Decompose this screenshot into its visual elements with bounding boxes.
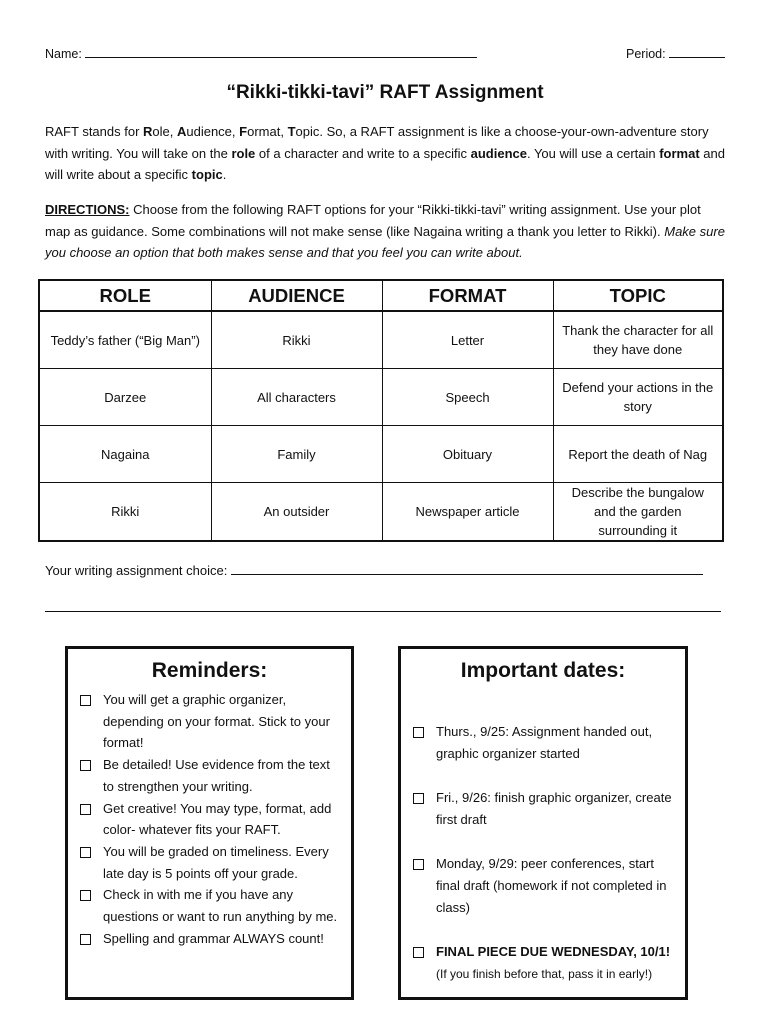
audience-cell: An outsider: [211, 483, 382, 542]
directions-paragraph: DIRECTIONS: Choose from the following RAFT options for your “Rikki-tikki-tavi” writing assignment. Use your plot map as guidance. Some combinations will not make sense (like Nagaina writing a thank you letter to Rikki). Make sure you choose an option that both makes sense and that you feel you can write about.: [45, 202, 725, 260]
reminder-item: Get creative! You may type, format, add color- whatever fits your RAFT.: [80, 798, 343, 841]
date-item: Monday, 9/29: peer conferences, start final draft (homework if not completed in class): [413, 853, 677, 919]
period-label: Period:: [626, 47, 666, 61]
reminders-title: Reminders:: [151, 659, 268, 682]
checkbox[interactable]: [413, 727, 424, 738]
period-field[interactable]: [626, 47, 725, 61]
directions-label: DIRECTIONS:: [45, 202, 130, 217]
reminder-item: Spelling and grammar ALWAYS count!: [80, 928, 343, 950]
name-field[interactable]: [45, 47, 477, 61]
checkbox[interactable]: [80, 804, 91, 815]
checkbox[interactable]: [80, 695, 91, 706]
table-header-row: [39, 280, 723, 311]
reminder-item: Be detailed! Use evidence from the text to strengthen your writing.: [80, 754, 343, 797]
name-blank-line[interactable]: [85, 57, 477, 58]
date-item: Fri., 9/26: finish graphic organizer, create first draft: [413, 787, 677, 831]
period-blank-line[interactable]: [669, 57, 725, 58]
checkbox[interactable]: [413, 859, 424, 870]
checkbox[interactable]: [80, 890, 91, 901]
role-cell: Nagaina: [39, 426, 211, 483]
topic-cell: Defend your actions in the story: [553, 369, 723, 426]
checkbox[interactable]: [413, 793, 424, 804]
important-dates-box: [398, 646, 688, 1000]
checkbox[interactable]: [80, 760, 91, 771]
topic-cell: Thank the character for all they have done: [553, 311, 723, 369]
final-due-note: (If you finish before that, pass it in early!): [436, 967, 653, 981]
assignment-choice-field[interactable]: [45, 563, 703, 578]
table-row: [39, 483, 723, 542]
date-item: Thurs., 9/25: Assignment handed out, graphic organizer started: [413, 721, 677, 765]
reminders-box: [65, 646, 354, 1000]
format-cell: Letter: [382, 311, 553, 369]
dates-list: [401, 721, 685, 985]
page-title: “Rikki-tikki-tavi” RAFT Assignment: [226, 82, 544, 103]
format-cell: Speech: [382, 369, 553, 426]
assignment-choice-line-2[interactable]: [45, 611, 721, 612]
raft-table: [38, 279, 724, 542]
table-row: [39, 426, 723, 483]
date-item-final: [413, 941, 677, 985]
header-topic: TOPIC: [553, 280, 723, 311]
reminder-item: Check in with me if you have any questions or want to run anything by me.: [80, 884, 343, 927]
header-format: FORMAT: [382, 280, 553, 311]
topic-cell: Report the death of Nag: [553, 426, 723, 483]
topic-cell: Describe the bungalow and the garden surrounding it: [553, 483, 723, 542]
important-dates-title: Important dates:: [460, 659, 626, 682]
role-cell: Darzee: [39, 369, 211, 426]
final-due-text: FINAL PIECE DUE WEDNESDAY, 10/1!: [436, 944, 671, 959]
name-label: Name:: [45, 47, 82, 61]
directions-emphasis: Make sure you choose an option that both makes sense and that you feel you can write about.: [45, 223, 725, 260]
audience-cell: Rikki: [211, 311, 382, 369]
assignment-choice-line[interactable]: [231, 574, 703, 575]
checkbox[interactable]: [80, 934, 91, 945]
reminder-item: You will get a graphic organizer, depending on your format. Stick to your format!: [80, 689, 343, 754]
checkbox[interactable]: [80, 847, 91, 858]
table-row: [39, 311, 723, 369]
format-cell: Obituary: [382, 426, 553, 483]
role-cell: Teddy’s father (“Big Man”): [39, 311, 211, 369]
audience-cell: All characters: [211, 369, 382, 426]
format-cell: Newspaper article: [382, 483, 553, 542]
audience-cell: Family: [211, 426, 382, 483]
intro-paragraph: RAFT stands for Role, Audience, Format, Topic. So, a RAFT assignment is like a choose-your-own-adventure story with writing. You will take on the role of a character and write to a specific audience. You will use a certain format and will write about a specific topic.: [45, 124, 725, 182]
checkbox[interactable]: [413, 947, 424, 958]
table-row: [39, 369, 723, 426]
role-cell: Rikki: [39, 483, 211, 542]
reminders-list: [68, 689, 351, 949]
header-audience: AUDIENCE: [211, 280, 382, 311]
reminder-item: You will be graded on timeliness. Every late day is 5 points off your grade.: [80, 841, 343, 884]
assignment-choice-label: Your writing assignment choice:: [45, 563, 228, 578]
header-role: ROLE: [39, 280, 211, 311]
